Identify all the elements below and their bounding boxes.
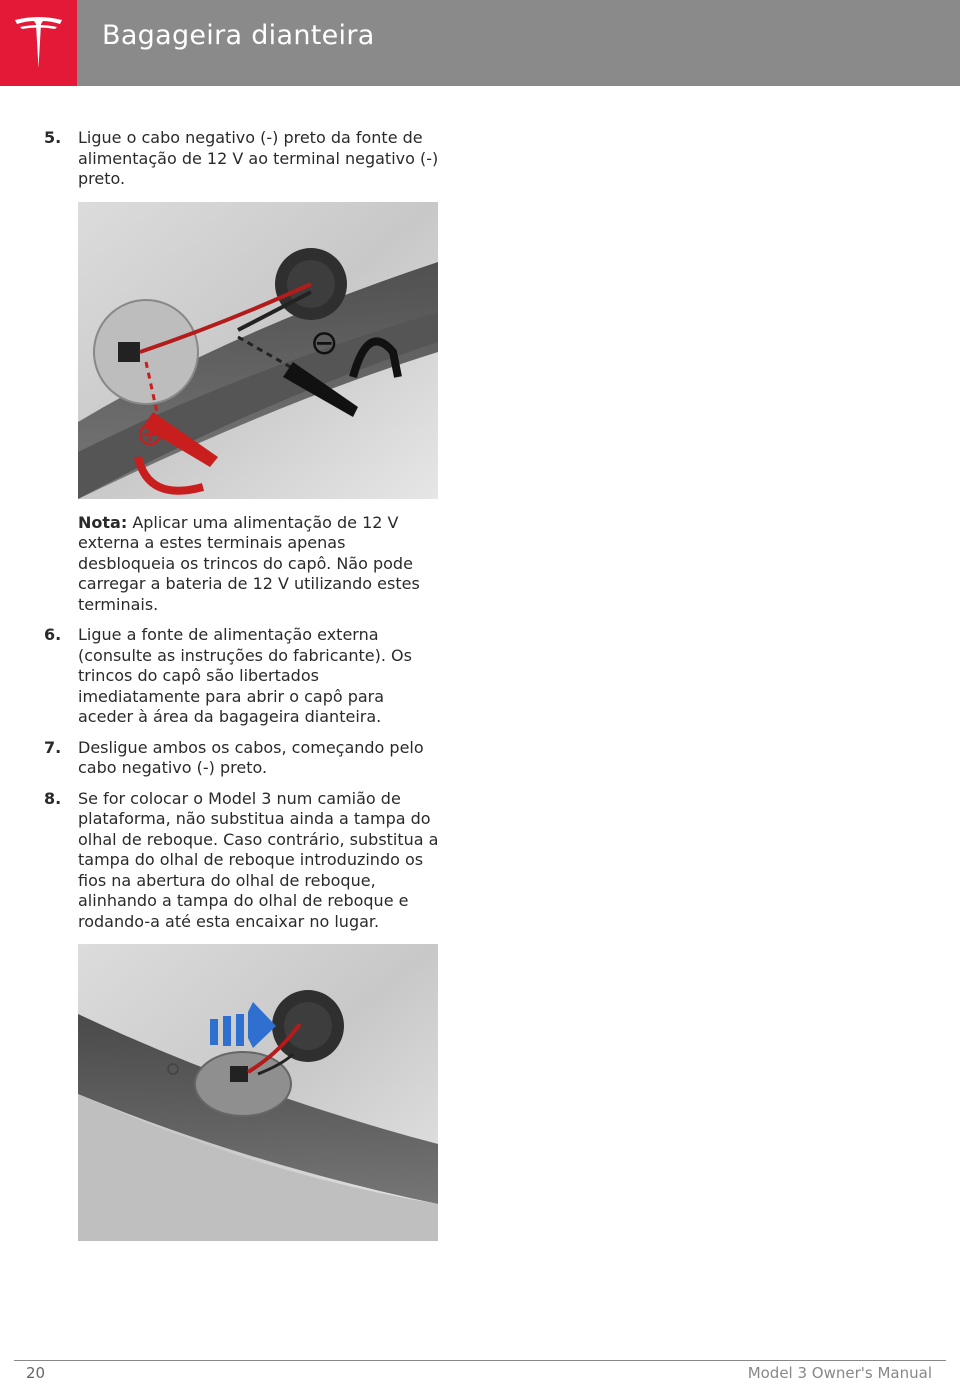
step-5 — [44, 128, 439, 190]
manual-name: Model 3 Owner's Manual — [747, 1364, 932, 1382]
page-header — [0, 0, 960, 86]
step-text: Ligue o cabo negativo (-) preto da fonte de alimentação de 12 V ao terminal negativo (-) preto. — [78, 128, 439, 188]
step-number: 5. — [44, 128, 62, 147]
step-number: 7. — [44, 737, 62, 757]
step-text: Desligue ambos os cabos, começando pelo cabo negativo (-) preto. — [78, 737, 424, 777]
note-paragraph — [44, 513, 439, 616]
figure-replace-tow-eye-cover — [78, 944, 438, 1241]
page-number: 20 — [26, 1364, 46, 1382]
note-text: Aplicar uma alimentação de 12 V externa a estes terminais apenas desbloqueia os trincos do capô. Não pode carregar a bateria de 12 V utilizando estes terminais. — [78, 512, 420, 614]
plus-symbol: ⊕ — [136, 413, 165, 454]
footer-divider — [14, 1360, 946, 1361]
step-text: Se for colocar o Model 3 num camião de plataforma, não substitua ainda a tampa do olhal de reboque. Caso contrário, substitua a tampa do olhal de reboque introduzindo os fios na abertura do olhal de reboque, alinhando a tampa do olhal de reboque e rodando-a até esta encaixar no lugar. — [78, 788, 439, 931]
step-8 — [44, 789, 439, 933]
step-text: Ligue a fonte de alimentação externa (consulte as instruções do fabricante). Os trincos do capô são libertados imediatamente para abrir o capô para aceder à área da bagageira dianteira. — [78, 625, 412, 726]
step-6 — [44, 625, 439, 728]
minus-symbol: ⊖ — [310, 322, 339, 363]
brand-logo — [0, 0, 77, 86]
step-number: 6. — [44, 625, 62, 644]
page-title: Bagageira dianteira — [102, 20, 375, 51]
tow-eye-cover — [195, 1052, 291, 1116]
step-number: 8. — [44, 788, 62, 808]
tesla-logo-icon — [13, 16, 64, 70]
main-content — [44, 128, 439, 1255]
note-label: Nota: — [78, 512, 128, 532]
figure-connect-negative-cable — [78, 202, 438, 499]
step-7 — [44, 738, 439, 779]
